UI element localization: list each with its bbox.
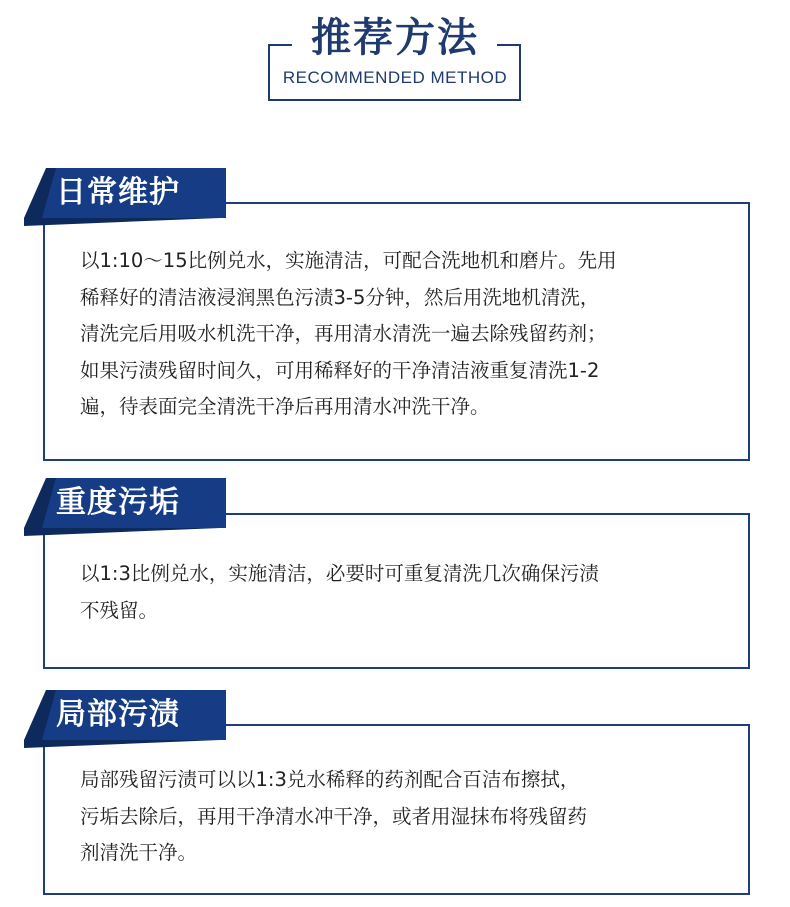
section-tab xyxy=(24,690,226,748)
page-header xyxy=(0,0,790,110)
section-title: 重度污垢 xyxy=(56,485,180,520)
section-body: 以1:3比例兑水，实施清洁，必要时可重复清洗几次确保污渍 不残留。 xyxy=(80,562,599,622)
page-title: 推荐方法 xyxy=(311,15,479,61)
section-title: 日常维护 xyxy=(56,175,180,210)
section-tab xyxy=(24,478,226,536)
section-body: 以1:10～15比例兑水，实施清洁，可配合洗地机和磨片。先用 稀释好的清洁液浸润黑色污渍3-5分钟，然后用洗地机清洗， 清洗完后用吸水机洗干净，再用清水清洗一遍去除残留药剂； 如果污渍残留时间久，可用稀释好的干净清洁液重复清洗1-2 遍，待表面完全清洗干净后再用清水冲洗干净。 xyxy=(80,249,617,418)
page-subtitle: RECOMMENDED METHOD xyxy=(282,68,508,87)
section-tab xyxy=(24,168,226,226)
section-title: 局部污渍 xyxy=(56,697,180,732)
section-body: 局部残留污渍可以以1:3兑水稀释的药剂配合百洁布擦拭， 污垢去除后，再用干净清水冲干净，或者用湿抹布将残留药 剂清洗干净。 xyxy=(80,768,588,864)
